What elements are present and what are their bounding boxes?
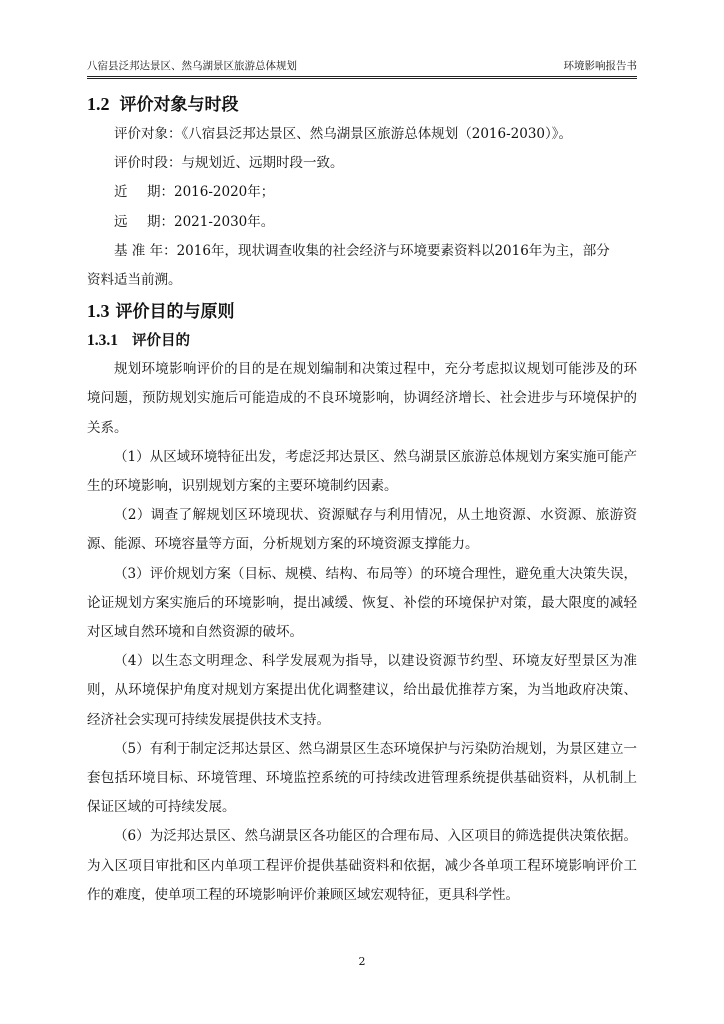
header-document-title: 八宿县泛邦达景区、然乌湖景区旅游总体规划 [87, 60, 297, 72]
far-term-label [114, 208, 174, 237]
purpose-item-4: （4）以生态文明理念、科学发展观为指导，以建设资源节约型、环境友好型景区为准则，从环境保护角度对规划方案提出优化调整建议，给出最优推荐方案，为当地政府决策、经济社会实现可持续发展提供技术支持。 [87, 653, 637, 728]
page-header [87, 58, 637, 77]
page-number: 2 [358, 955, 366, 968]
base-year-value-line2: 资料适当前溯。 [87, 272, 182, 289]
evaluation-period-value: 与规划近、远期时段一致。 [181, 155, 344, 172]
base-year-label: 基 准 年： [114, 242, 177, 259]
purpose-item-2: （2）调查了解规划区环境现状、资源赋存与利用情况，从土地资源、水资源、旅游资源、能源、环境容量等方面，分析规划方案的环境资源支撑能力。 [87, 507, 637, 553]
near-term-label-part1: 近 [114, 184, 128, 201]
far-term-period [87, 208, 637, 237]
near-term-value: 2016-2020年； [174, 184, 275, 201]
section-title: 评价目的与原则 [115, 302, 235, 323]
evaluation-object [87, 120, 637, 149]
section-heading-1-3 [87, 296, 637, 327]
purpose-item-3: （3）评价规划方案（目标、规模、结构、布局等）的环境合理性，避免重大决策失误，论证规划方案实施后的环境影响，提出减缓、恢复、补偿的环境保护对策，最大限度的减轻对区域自然环境和自然资源的破坏。 [87, 565, 637, 641]
purpose-item-6: （6）为泛邦达景区、然乌湖景区各功能区的合理布局、入区项目的筛选提供决策依据。为入区项目审批和区内单项工程评价提供基础资料和依据，减少各单项工程环境影响评价工作的难度，使单项工程的环境影响评价兼顾区域宏观特征，更具科学性。 [87, 828, 637, 903]
section-title: 评价对象与时段 [119, 95, 239, 115]
base-year-continued [87, 266, 637, 295]
section-heading-1-2 [87, 89, 637, 120]
evaluation-object-label: 评价对象： [114, 126, 182, 142]
near-term-period [87, 178, 637, 207]
base-year [87, 237, 637, 266]
near-term-label-part2: 期： [147, 184, 174, 201]
far-term-label-part2: 期： [147, 213, 174, 230]
evaluation-period-label: 评价时段： [114, 155, 182, 172]
far-term-label-part1: 远 [114, 213, 128, 230]
section-number: 1.2 [87, 94, 110, 114]
base-year-value-line1: 2016年，现状调查收集的社会经济与环境要素资料以2016年为主，部分 [176, 242, 610, 259]
header-rule [87, 78, 637, 79]
subsection-heading-1-3-1 [87, 327, 637, 355]
subsection-title: 评价目的 [132, 333, 190, 350]
purpose-item-1: （1）从区域环境特征出发，考虑泛邦达景区、然乌湖景区旅游总体规划方案实施可能产生的环境影响，识别规划方案的主要环境制约因素。 [87, 448, 637, 495]
purpose-intro-paragraph: 规划环境影响评价的目的是在规划编制和决策过程中，充分考虑拟议规划可能涉及的环境问题，预防规划实施后可能造成的不良环境影响，协调经济增长、社会进步与环境保护的关系。 [87, 361, 637, 436]
subsection-number: 1.3.1 [87, 332, 118, 350]
evaluation-period [87, 149, 637, 178]
header-report-type: 环境影响报告书 [563, 60, 637, 72]
near-term-label [114, 178, 174, 207]
page-body [87, 89, 637, 910]
section-number: 1.3 [87, 301, 110, 322]
purpose-item-5: （5）有利于制定泛邦达景区、然乌湖景区生态环境保护与污染防治规划，为景区建立一套包括环境目标、环境管理、环境监控系统的可持续改进管理系统提供基础资料，从机制上保证区域的可持续发展。 [87, 740, 637, 816]
far-term-value: 2021-2030年。 [174, 213, 275, 230]
evaluation-object-value: 《八宿县泛邦达景区、然乌湖景区旅游总体规划（2016-2030）》。 [181, 126, 573, 142]
